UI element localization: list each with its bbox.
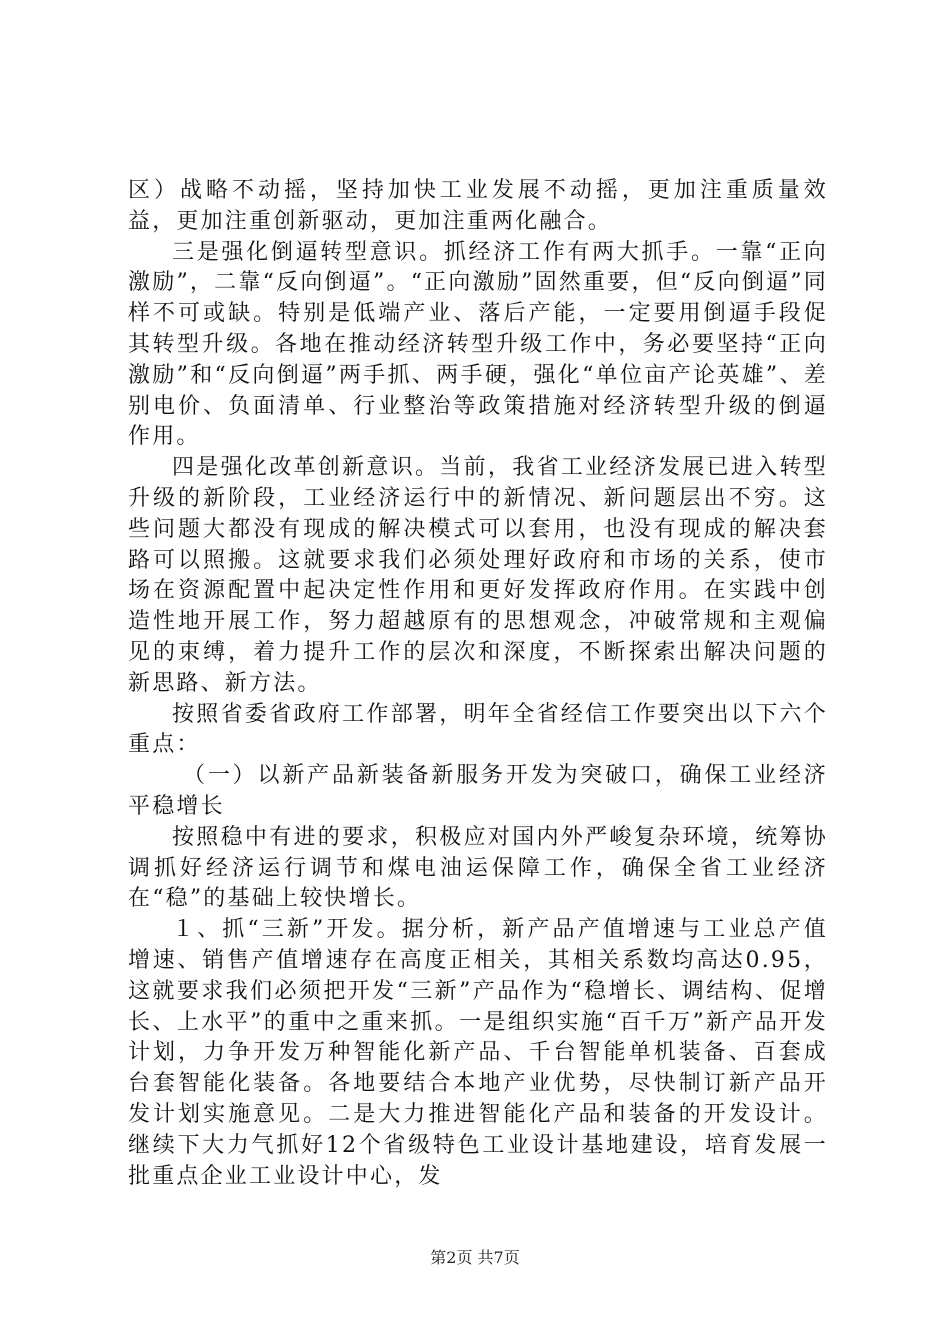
paragraph-reverse-pressure: 三是强化倒逼转型意识。抓经济工作有两大抓手。一靠“正向激励”，二靠“反向倒逼”。“正向激励”固然重要，但“反向倒逼”同样不可或缺。特别是低端产业、落后产能，一定要用倒逼手段促其转型升级。各地在推动经济转型升级工作中，务必要坚持“正向激励”和“反向倒逼”两手抓、两手硬，强化“单位亩产论英雄”、差别电价、负面清单、行业整治等政策措施对经济转型升级的倒逼作用。 bbox=[128, 239, 828, 450]
page-total: 共7页 bbox=[477, 1248, 520, 1267]
paragraph-steady-growth: 按照稳中有进的要求，积极应对国内外严峻复杂环境，统筹协调抓好经济运行调节和煤电油运保障工作，确保全省工业经济在“稳”的基础上较快增长。 bbox=[128, 824, 828, 912]
paragraph-three-new: １、抓“三新”开发。据分析，新产品产值增速与工业总产值增速、销售产值增速存在高度正相关，其相关系数均高达0.95，这就要求我们必须把开发“三新”产品作为“稳增长、调结构、促增长、上水平”的重中之重来抓。一是组织实施“百千万”新产品开发计划，力争开发万种智能化新产品、千台智能单机装备、百套成台套智能化装备。各地要结合本地产业优势，尽快制订新产品开发计划实施意见。二是大力推进智能化产品和装备的开发设计。继续下大力气抓好12个省级特色工业设计基地建设，培育发展一批重点企业工业设计中心，发 bbox=[128, 917, 828, 1189]
page-footer bbox=[0, 1248, 950, 1268]
section-heading-one: （一）以新产品新装备新服务开发为突破口，确保工业经济平稳增长 bbox=[128, 763, 828, 819]
page-number: 第2页 bbox=[430, 1248, 473, 1267]
paragraph-reform-innovation: 四是强化改革创新意识。当前，我省工业经济发展已进入转型升级的新阶段，工业经济运行中的新情况、新问题层出不穷。这些问题大都没有现成的解决模式可以套用，也没有现成的解决套路可以照搬。这就要求我们必须处理好政府和市场的关系，使市场在资源配置中起决定性作用和更好发挥政府作用。在实践中创造性地开展工作，努力超越原有的思想观念，冲破常规和主观偏见的束缚，着力提升工作的层次和深度，不断探索出解决问题的新思路、新方法。 bbox=[128, 455, 828, 696]
document-body bbox=[128, 176, 828, 1192]
paragraph-six-priorities: 按照省委省政府工作部署，明年全省经信工作要突出以下六个重点： bbox=[128, 701, 828, 758]
paragraph-continuation: 区）战略不动摇，坚持加快工业发展不动摇，更加注重质量效益，更加注重创新驱动，更加注重两化融合。 bbox=[128, 178, 828, 234]
